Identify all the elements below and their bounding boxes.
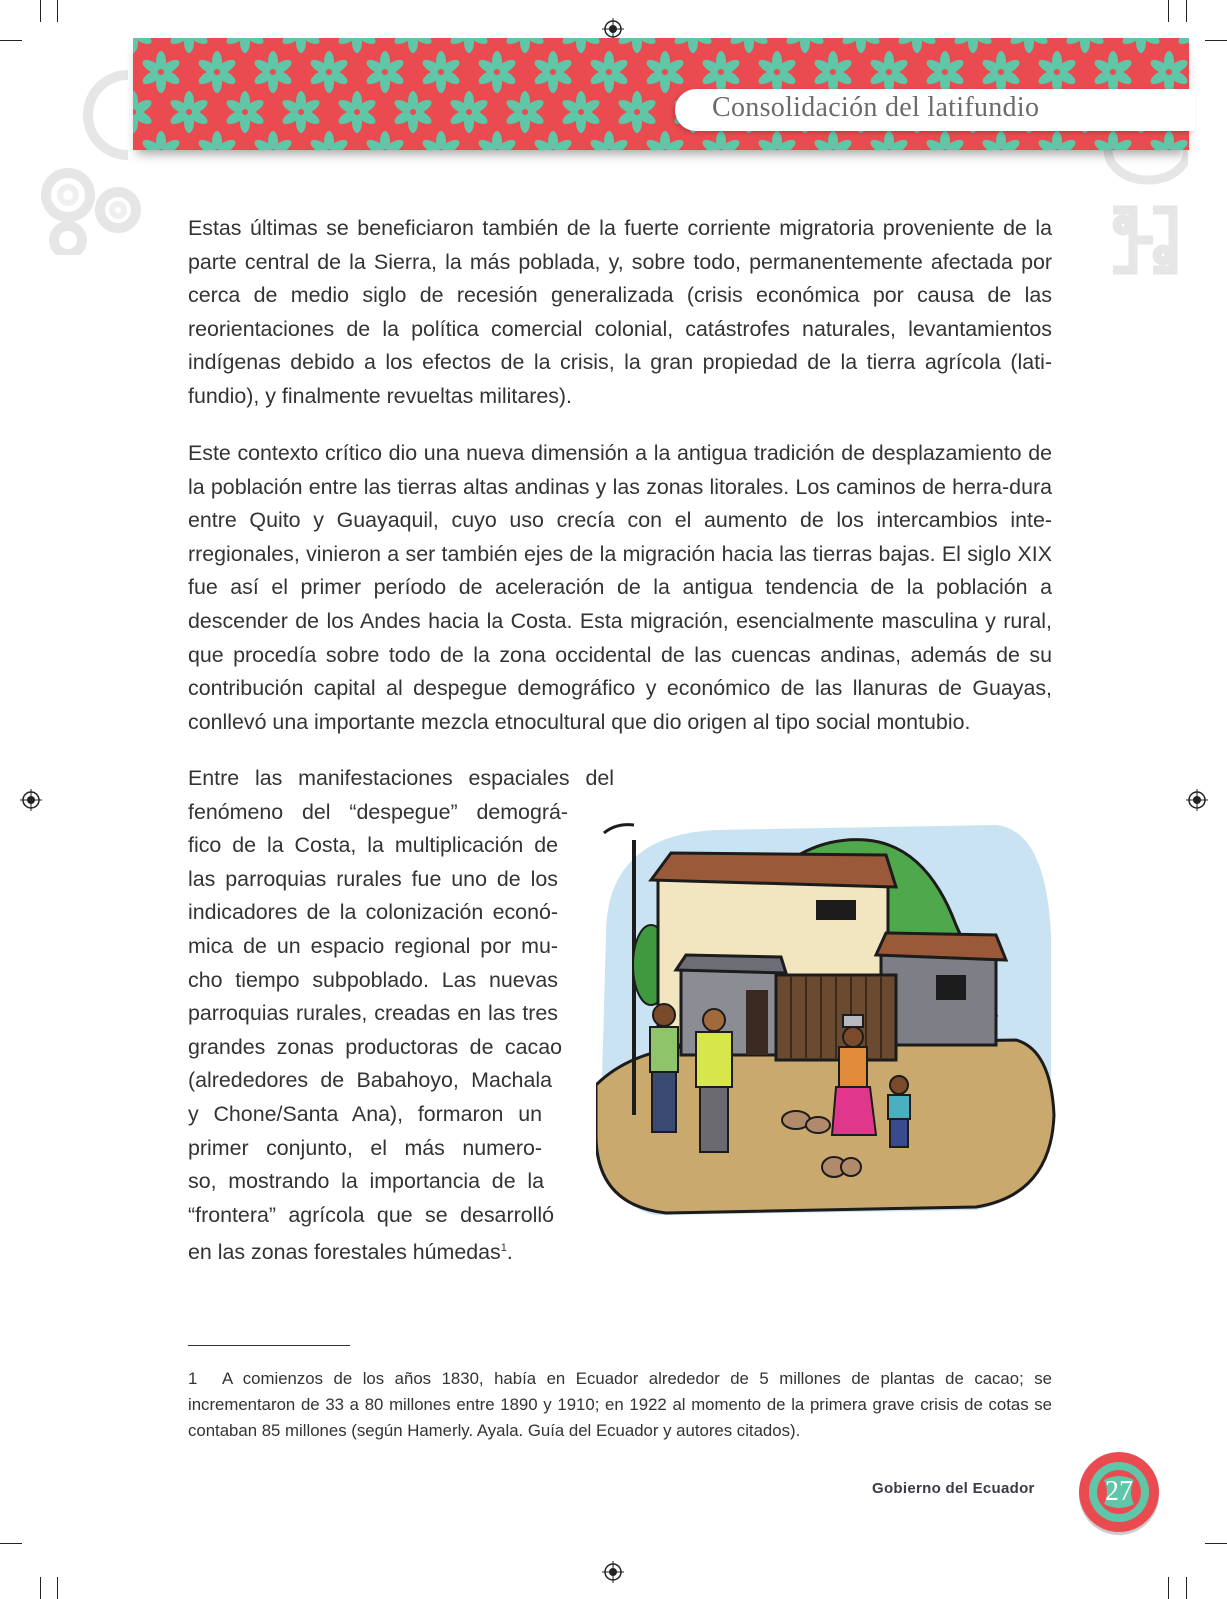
paragraph-3-line: grandes zonas productoras de cacao xyxy=(188,1034,562,1059)
paragraph-3-line: y Chone/Santa Ana), formaron un xyxy=(188,1101,542,1126)
flower-pattern-icon xyxy=(812,131,853,150)
flower-pattern-icon xyxy=(1008,38,1049,53)
flower-pattern-icon xyxy=(756,131,797,150)
flower-pattern-icon xyxy=(1176,38,1189,53)
village-house-illustration xyxy=(596,815,1056,1235)
flower-pattern-icon xyxy=(308,131,349,150)
footnote xyxy=(188,1366,1052,1444)
crop-mark-icon xyxy=(1168,0,1169,22)
flower-pattern-icon xyxy=(1036,131,1077,150)
registration-mark-icon xyxy=(1186,789,1208,811)
flower-pattern-icon xyxy=(980,51,1021,93)
paragraph-3-line: parroquias rurales, creadas en las tres xyxy=(188,1001,558,1026)
flower-pattern-icon xyxy=(700,51,741,93)
footnote-text: A comienzos de los años 1830, había en Ecuador alrededor de 5 millones de plantas de cacao; se incrementaron de 33 a 80 millones entre 1890 y 1910; en 1922 al momento de la primera grave crisis de cotas se contaban 85 millones (según Hamerly. Ayala. Guía del Ecuador y autores citados). xyxy=(188,1369,1052,1440)
flower-pattern-icon xyxy=(924,51,965,93)
flower-pattern-icon xyxy=(868,51,909,93)
paragraph-3-line: las parroquias rurales fue uno de los xyxy=(188,866,558,891)
flower-pattern-icon xyxy=(1148,51,1189,93)
paragraph-3-line: so, mostrando la importancia de la xyxy=(188,1169,544,1194)
flower-pattern-icon xyxy=(224,91,265,133)
registration-mark-icon xyxy=(20,789,42,811)
footnote-number: 1 xyxy=(188,1369,198,1388)
flower-pattern-icon xyxy=(840,38,881,53)
flower-pattern-icon xyxy=(560,91,601,133)
flower-pattern-icon xyxy=(812,51,853,93)
crop-mark-icon xyxy=(40,0,41,22)
flower-pattern-icon xyxy=(280,91,321,133)
flower-pattern-icon xyxy=(728,38,769,53)
flower-pattern-icon xyxy=(448,91,489,133)
flower-pattern-icon xyxy=(476,51,517,93)
registration-mark-icon xyxy=(602,1561,624,1583)
flower-pattern-icon xyxy=(756,51,797,93)
flower-pattern-icon xyxy=(504,38,545,53)
flower-pattern-icon xyxy=(252,51,293,93)
paragraph-3-line: (alrededores de Babahoyo, Machala xyxy=(188,1068,552,1093)
paragraph-3-line: indicadores de la colonización econó- xyxy=(188,900,558,925)
section-title: Consolidación del latifundio xyxy=(712,92,1040,123)
flower-pattern-icon xyxy=(1120,38,1161,53)
flower-pattern-icon xyxy=(504,91,545,133)
flower-pattern-icon xyxy=(784,38,825,53)
paragraph-3 xyxy=(188,762,614,1270)
crop-mark-icon xyxy=(40,1577,41,1599)
paragraph-3-last-line: en las zonas forestales húmedas$^1$. xyxy=(188,1240,513,1265)
flower-pattern-icon xyxy=(336,91,377,133)
flower-pattern-icon xyxy=(133,38,154,53)
flower-pattern-icon xyxy=(532,51,573,93)
flower-pattern-icon xyxy=(168,91,209,133)
flower-pattern-icon xyxy=(588,131,629,150)
crop-mark-icon xyxy=(1205,40,1227,41)
flower-pattern-icon xyxy=(196,131,237,150)
flower-pattern-icon xyxy=(1036,51,1077,93)
spiral-ornament-icon xyxy=(38,45,148,255)
paragraph-3-line: cho tiempo subpoblado. Las nuevas xyxy=(188,967,558,992)
spiral-ornament-icon xyxy=(1098,150,1188,290)
flower-pattern-icon xyxy=(588,51,629,93)
crop-mark-icon xyxy=(1186,1577,1187,1599)
flower-pattern-icon xyxy=(336,38,377,53)
flower-pattern-icon xyxy=(280,38,321,53)
flower-pattern-icon xyxy=(616,38,657,53)
paragraph-3-line: fico de la Costa, la multiplicación de xyxy=(188,833,558,858)
flower-pattern-icon xyxy=(476,131,517,150)
flower-pattern-icon xyxy=(868,131,909,150)
flower-pattern-icon xyxy=(616,91,657,133)
flower-pattern-icon xyxy=(532,131,573,150)
flower-pattern-icon xyxy=(1092,51,1133,93)
flower-pattern-icon xyxy=(644,131,685,150)
flower-pattern-icon xyxy=(392,91,433,133)
flower-pattern-icon xyxy=(1148,131,1189,150)
flower-pattern-icon xyxy=(644,51,685,93)
paragraph-3-line: “frontera” agrícola que se desarrolló xyxy=(188,1202,554,1227)
crop-mark-icon xyxy=(0,40,22,41)
crop-mark-icon xyxy=(1168,1577,1169,1599)
crop-mark-icon xyxy=(57,0,58,22)
flower-pattern-icon xyxy=(196,51,237,93)
registration-mark-icon xyxy=(602,18,624,40)
flower-pattern-icon xyxy=(252,131,293,150)
flower-pattern-icon xyxy=(364,131,405,150)
crop-mark-icon xyxy=(0,1543,22,1544)
paragraph-1: Estas últimas se beneficiaron también de la fuerte corriente migratoria proveniente de la parte central de la Sierra, la más poblada, y, sobre todo, permanentemente afectada por cerca de medio siglo de recesión generalizada (crisis económica por causa de las reorientaciones de la política comercial colonial, catástrofes naturales, levantamientos indígenas debido a los efectos de la crisis, la gran propiedad de la tierra agrícola (lati-fundio), y finalmente revueltas militares). xyxy=(188,216,1052,408)
page-number: 27 xyxy=(1105,1476,1133,1507)
flower-pattern-icon xyxy=(560,38,601,53)
crop-mark-icon xyxy=(1186,0,1187,22)
flower-pattern-icon xyxy=(672,38,713,53)
flower-pattern-icon xyxy=(140,51,181,93)
flower-pattern-icon xyxy=(420,131,461,150)
footnote-rule xyxy=(188,1345,350,1346)
flower-pattern-icon xyxy=(364,51,405,93)
flower-pattern-icon xyxy=(140,131,181,150)
paragraph-2: Este contexto crítico dio una nueva dimensión a la antigua tradición de desplazamiento de la población entre las tierras altas andinas y las zonas litorales. Los caminos de herra-dura entre Quito y Guayaquil, cuyo uso crecía con el aumento de los intercambios inte-rregionales, vinieron a ser también ejes de la migración hacia las tierras bajas. El siglo XIX fue así el primer período de aceleración de la antigua tendencia de la población a descender de los Andes hacia la Costa. Esta migración, esencialmente masculina y rural, que procedía sobre todo de la zona occidental de las cuencas andinas, además de su contribución capital al despegue demográfico y económico de las llanuras de Guayas, conllevó una importante mezcla etnocultural que dio origen al tipo social montubio. xyxy=(188,441,1052,734)
flower-pattern-icon xyxy=(224,38,265,53)
flower-pattern-icon xyxy=(392,38,433,53)
flower-pattern-icon xyxy=(700,131,741,150)
footnote-marker: 1 xyxy=(500,1242,507,1255)
flower-pattern-icon xyxy=(924,131,965,150)
paragraph-3-line: mica de un espacio regional por mu- xyxy=(188,933,558,958)
paragraph-3-line: fenómeno del “despegue” demográ- xyxy=(188,799,568,824)
flower-pattern-icon xyxy=(168,38,209,53)
flower-pattern-icon xyxy=(980,131,1021,150)
crop-mark-icon xyxy=(1205,1543,1227,1544)
flower-pattern-icon xyxy=(420,51,461,93)
flower-pattern-icon xyxy=(1064,38,1105,53)
paragraph-3-line: en las zonas forestales húmedas xyxy=(188,1240,501,1265)
paragraph-3-line: Entre las manifestaciones espaciales del xyxy=(188,766,614,790)
crop-mark-icon xyxy=(57,1577,58,1599)
paragraph-3-line: primer conjunto, el más numero- xyxy=(188,1135,542,1160)
flower-pattern-icon xyxy=(1092,131,1133,150)
flower-pattern-icon xyxy=(896,38,937,53)
flower-pattern-icon xyxy=(448,38,489,53)
flower-pattern-icon xyxy=(133,91,154,133)
flower-pattern-icon xyxy=(308,51,349,93)
footer-publisher: Gobierno del Ecuador xyxy=(872,1480,1035,1497)
flower-pattern-icon xyxy=(952,38,993,53)
